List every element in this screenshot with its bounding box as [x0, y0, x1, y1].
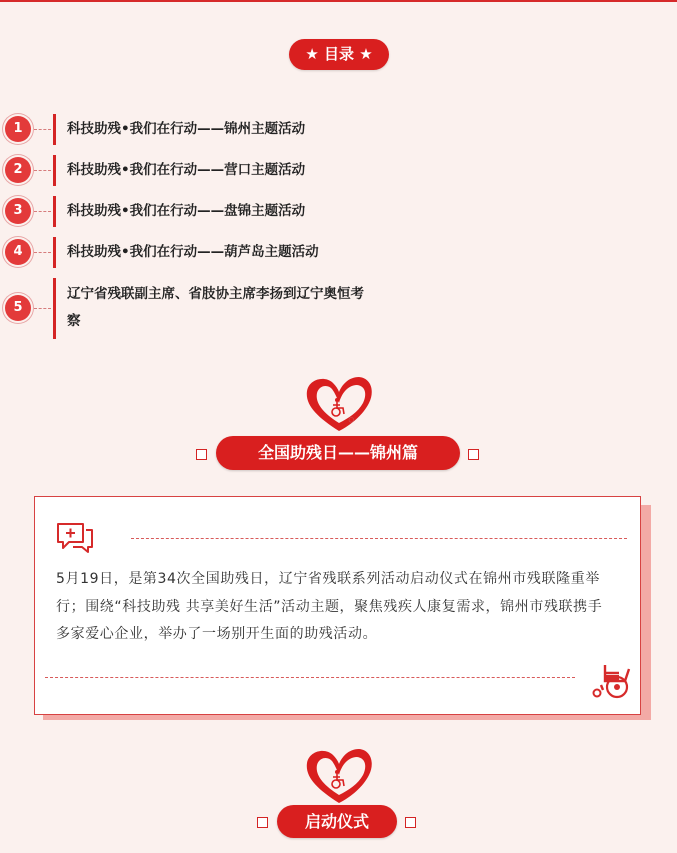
divider-bottom	[45, 677, 575, 678]
toc-bar	[53, 155, 56, 186]
toc-item-label: 科技助残•我们在行动——营口主题活动	[67, 162, 306, 178]
title-square-right	[405, 817, 416, 828]
toc-badge: ★ 目录 ★	[289, 39, 389, 70]
watermark: ◦	[340, 410, 364, 431]
toc-connector	[34, 170, 51, 171]
toc-item-4[interactable]	[0, 237, 677, 268]
toc-item-3[interactable]	[0, 196, 677, 227]
top-border-line	[0, 0, 677, 2]
toc-item-label: 科技助残•我们在行动——盘锦主题活动	[67, 203, 306, 219]
article-body: 5月19日，是第34次全国助残日，辽宁省残联系列活动启动仪式在锦州市残联隆重举行；围绕“科技助残 共享美好生活”活动主题，聚焦残疾人康复需求，锦州市残联携手多家爱心企业，举办了一场别开生面的助残活动。	[56, 571, 603, 642]
toc-connector	[34, 308, 51, 309]
title-square-left	[257, 817, 268, 828]
toc-bar	[53, 114, 56, 145]
divider-top	[131, 538, 627, 539]
heart-wheelchair-icon	[303, 745, 375, 805]
heart-wheelchair-icon	[303, 373, 375, 433]
toc-number-1: 1	[5, 116, 31, 142]
section-title-launch: 启动仪式	[277, 805, 397, 838]
chat-plus-icon	[56, 521, 94, 555]
toc-bar	[53, 196, 56, 227]
toc-item-5[interactable]	[0, 278, 677, 339]
toc-bar	[53, 237, 56, 268]
title-square-right	[468, 449, 479, 460]
section-title-jinzhou: 全国助残日——锦州篇	[216, 436, 460, 470]
toc-number-4: 4	[5, 239, 31, 265]
toc-item-1[interactable]	[0, 114, 677, 145]
toc-connector	[34, 211, 51, 212]
toc-bar	[53, 278, 56, 339]
wheelchair-icon	[591, 659, 633, 699]
toc-number-5: 5	[5, 295, 31, 321]
toc-item-label: 科技助残•我们在行动——锦州主题活动	[67, 121, 306, 137]
toc-connector	[34, 129, 51, 130]
toc-number-3: 3	[5, 198, 31, 224]
title-square-left	[196, 449, 207, 460]
toc-number-2: 2	[5, 157, 31, 183]
toc-connector	[34, 252, 51, 253]
article-card	[34, 496, 641, 715]
toc-item-label: 辽宁省残联副主席、省肢协主席李扬到辽宁奥恒考察	[67, 286, 364, 329]
toc-item-label: 科技助残•我们在行动——葫芦岛主题活动	[67, 244, 319, 260]
toc-item-2[interactable]	[0, 155, 677, 186]
